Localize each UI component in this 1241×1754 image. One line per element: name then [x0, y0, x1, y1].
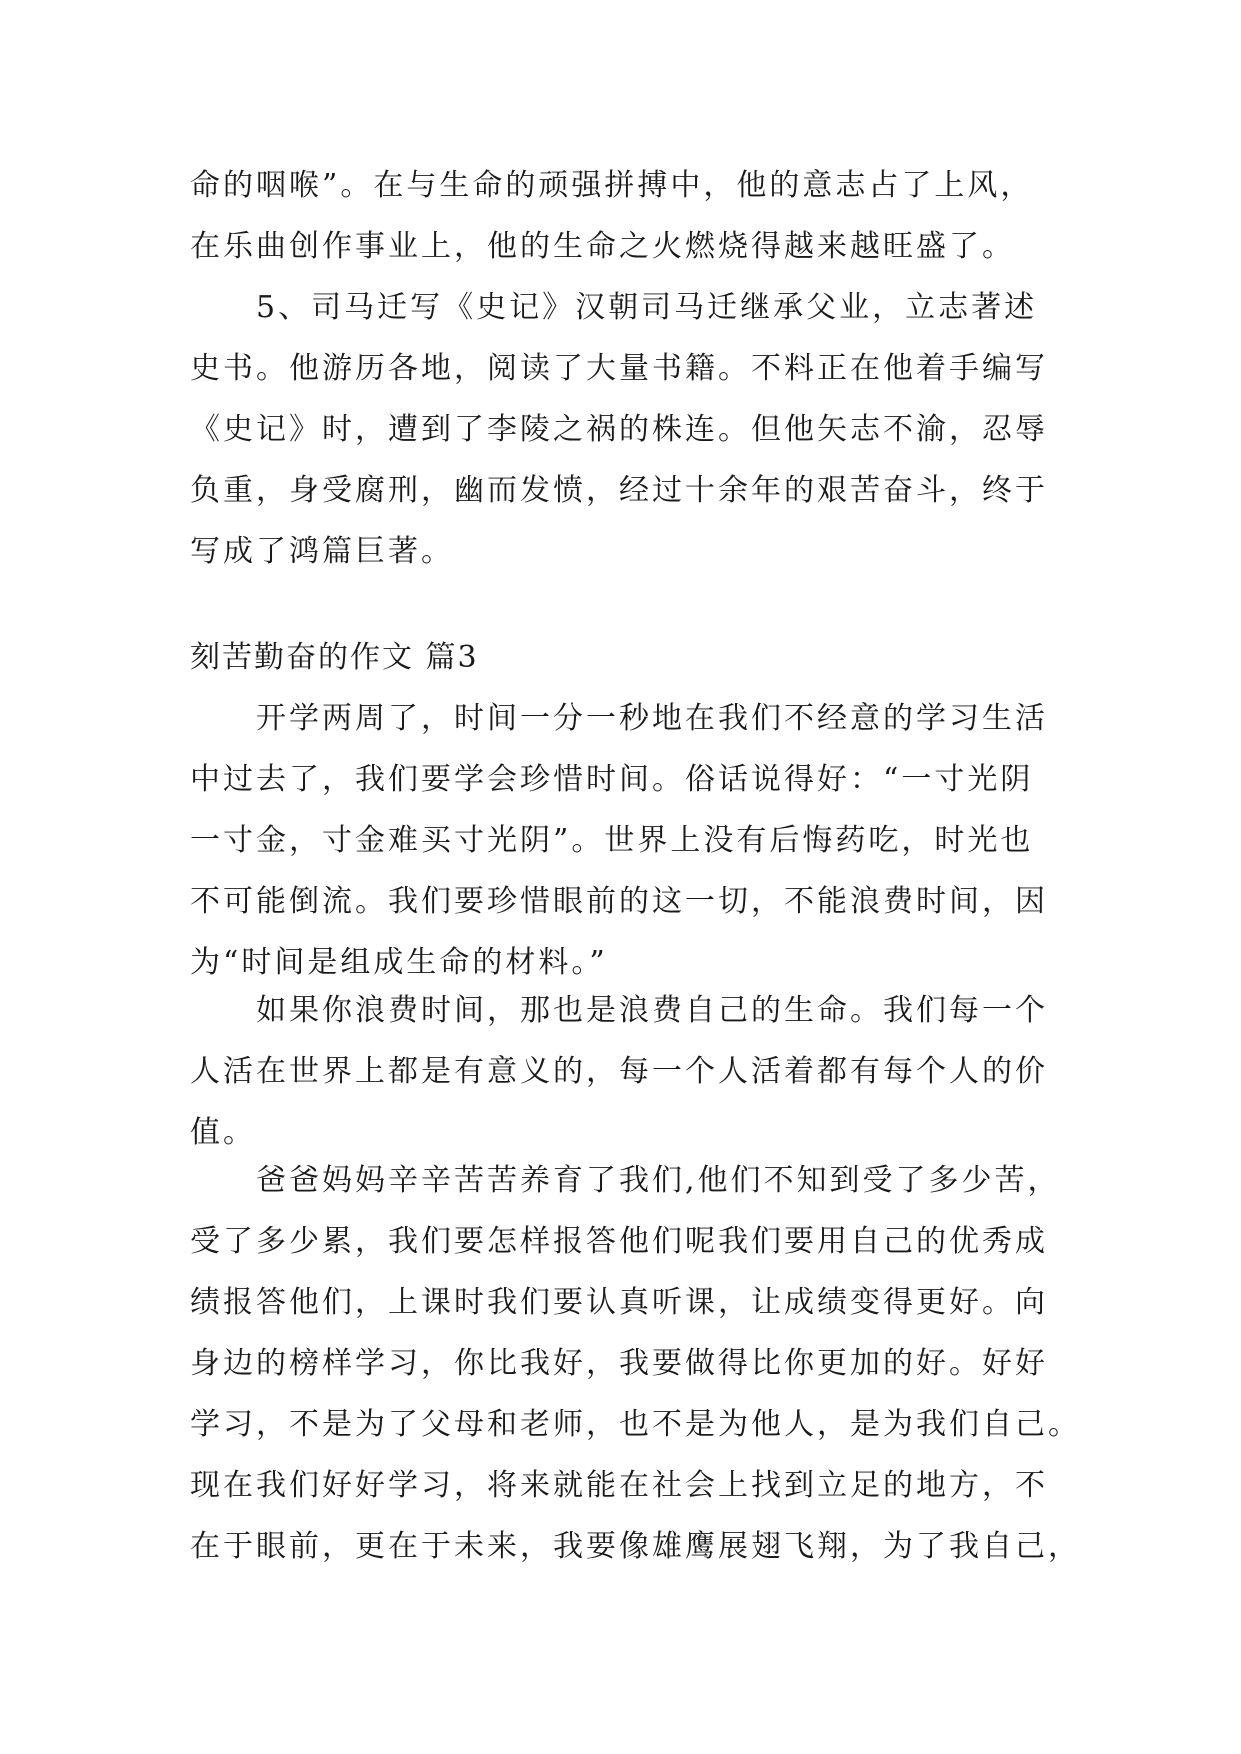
- text-line: 如果你浪费时间，那也是浪费自己的生命。我们每一个: [256, 993, 1048, 1028]
- text-line: 身边的榜样学习，你比我好，我要做得比你更加的好。好好: [190, 1346, 1048, 1381]
- paragraph: [190, 1150, 1081, 1577]
- essay-section: [190, 627, 1050, 993]
- text-line: 人活在世界上都是有意义的，每一个人活着都有每个人的价: [190, 1054, 1048, 1089]
- text-line: 5、司马迁写《史记》汉朝司马迁继承父业，立志著述: [256, 290, 1038, 325]
- text-line: 不可能倒流。我们要珍惜眼前的这一切，不能浪费时间，因: [190, 884, 1048, 919]
- text-line: 在于眼前，更在于未来，我要像雄鹰展翅飞翔，为了我自己，: [190, 1529, 1081, 1564]
- paragraph-continuation: [190, 155, 1050, 582]
- text-line: 受了多少累，我们要怎样报答他们呢我们要用自己的优秀成: [190, 1224, 1048, 1259]
- text-line: 一寸金，寸金难买寸光阴”。世界上没有后悔药吃，时光也: [190, 823, 1034, 858]
- text-line: 绩报答他们，上课时我们要认真听课，让成绩变得更好。向: [190, 1285, 1048, 1320]
- text-line: 现在我们好好学习，将来就能在社会上找到立足的地方，不: [190, 1468, 1048, 1503]
- text-line: 《史记》时，遭到了李陵之祸的株连。但他矢志不渝，忍辱: [190, 412, 1048, 447]
- text-line: 史书。他游历各地，阅读了大量书籍。不料正在他着手编写: [190, 351, 1048, 386]
- text-line: 在乐曲创作事业上，他的生命之火燃烧得越来越旺盛了。: [190, 229, 1015, 264]
- paragraph: [190, 980, 1050, 1163]
- text-line: 命的咽喉”。在与生命的顽强拼搏中，他的意志占了上风，: [190, 168, 1034, 203]
- text-line: 值。: [190, 1115, 256, 1150]
- text-line: 学习，不是为了父母和老师，也不是为他人，是为我们自己。: [190, 1407, 1081, 1442]
- text-line: 写成了鸿篇巨著。: [190, 534, 454, 569]
- text-line: 为“时间是组成生命的材料。”: [190, 945, 608, 980]
- text-line: 开学两周了，时间一分一秒地在我们不经意的学习生活: [256, 701, 1048, 736]
- text-line: 爸爸妈妈辛辛苦苦养育了我们,他们不知到受了多少苦，: [256, 1163, 1061, 1198]
- text-line: 负重，身受腐刑，幽而发愤，经过十余年的艰苦奋斗，终于: [190, 473, 1048, 508]
- text-line: 中过去了，我们要学会珍惜时间。俗话说得好：“一寸光阴: [190, 762, 1034, 797]
- section-heading: 刻苦勤奋的作文 篇3: [190, 640, 479, 675]
